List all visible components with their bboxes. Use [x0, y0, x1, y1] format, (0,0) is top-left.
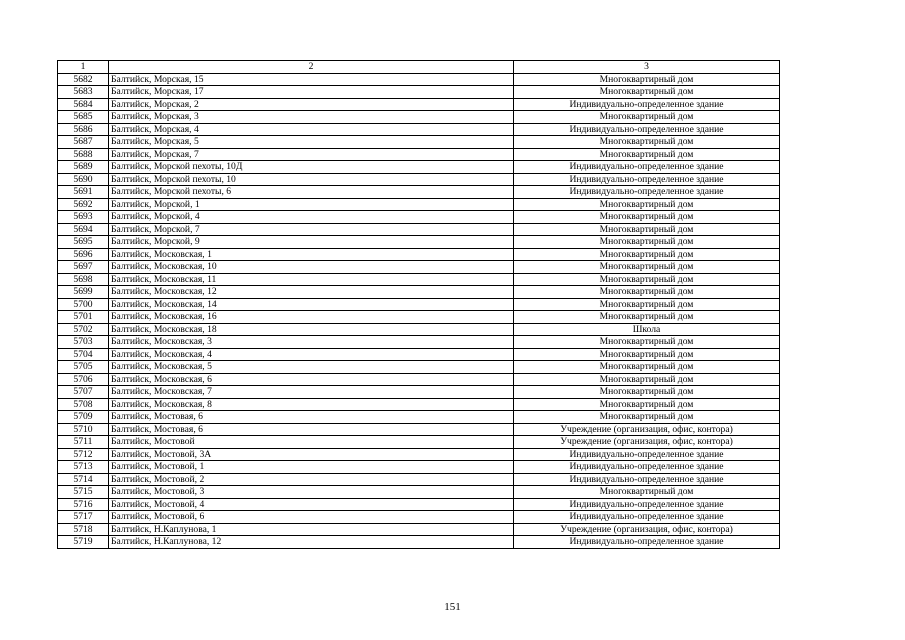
- row-type: Индивидуально-определенное здание: [514, 161, 780, 174]
- row-address: Балтийск, Морская, 7: [109, 148, 514, 161]
- table-row: [58, 273, 780, 286]
- row-number: 5716: [58, 498, 109, 511]
- row-address: Балтийск, Московская, 1: [109, 248, 514, 261]
- row-address: Балтийск, Московская, 18: [109, 323, 514, 336]
- row-type: Многоквартирный дом: [514, 298, 780, 311]
- row-address: Балтийск, Мостовая, 6: [109, 423, 514, 436]
- row-type: Многоквартирный дом: [514, 198, 780, 211]
- row-type: Многоквартирный дом: [514, 311, 780, 324]
- row-number: 5715: [58, 486, 109, 499]
- row-number: 5704: [58, 348, 109, 361]
- row-address: Балтийск, Московская, 6: [109, 373, 514, 386]
- row-number: 5702: [58, 323, 109, 336]
- row-number: 5685: [58, 111, 109, 124]
- row-type: Индивидуально-определенное здание: [514, 536, 780, 549]
- row-address: Балтийск, Морская, 2: [109, 98, 514, 111]
- table-row: [58, 323, 780, 336]
- row-address: Балтийск, Московская, 12: [109, 286, 514, 299]
- row-type: Многоквартирный дом: [514, 348, 780, 361]
- row-number: 5688: [58, 148, 109, 161]
- row-type: Многоквартирный дом: [514, 486, 780, 499]
- row-type: Многоквартирный дом: [514, 236, 780, 249]
- row-address: Балтийск, Мостовой, 4: [109, 498, 514, 511]
- row-type: Индивидуально-определенное здание: [514, 173, 780, 186]
- table-row: [58, 261, 780, 274]
- page-number: 151: [444, 601, 461, 613]
- table-row: [58, 111, 780, 124]
- table-row: [58, 386, 780, 399]
- row-address: Балтийск, Московская, 14: [109, 298, 514, 311]
- row-address: Балтийск, Морской пехоты, 6: [109, 186, 514, 199]
- row-number: 5711: [58, 436, 109, 449]
- row-type: Индивидуально-определенное здание: [514, 498, 780, 511]
- row-address: Балтийск, Морская, 17: [109, 86, 514, 99]
- table-row: [58, 536, 780, 549]
- row-type: Индивидуально-определенное здание: [514, 461, 780, 474]
- row-address: Балтийск, Мостовая, 6: [109, 411, 514, 424]
- table-row: [58, 348, 780, 361]
- row-number: 5719: [58, 536, 109, 549]
- row-number: 5708: [58, 398, 109, 411]
- table-row: [58, 198, 780, 211]
- row-type: Индивидуально-определенное здание: [514, 186, 780, 199]
- table-row: [58, 148, 780, 161]
- table-row: [58, 161, 780, 174]
- row-type: Индивидуально-определенное здание: [514, 123, 780, 136]
- table-row: [58, 136, 780, 149]
- row-number: 5690: [58, 173, 109, 186]
- row-address: Балтийск, Морской пехоты, 10Д: [109, 161, 514, 174]
- row-number: 5697: [58, 261, 109, 274]
- row-number: 5698: [58, 273, 109, 286]
- row-address: Балтийск, Московская, 11: [109, 273, 514, 286]
- row-address: Балтийск, Московская, 8: [109, 398, 514, 411]
- row-number: 5700: [58, 298, 109, 311]
- row-type: Индивидуально-определенное здание: [514, 511, 780, 524]
- row-number: 5703: [58, 336, 109, 349]
- table-header: [58, 61, 780, 74]
- row-number: 5699: [58, 286, 109, 299]
- table-row: [58, 448, 780, 461]
- row-number: 5705: [58, 361, 109, 374]
- table-row: [58, 511, 780, 524]
- table-row: [58, 223, 780, 236]
- row-address: Балтийск, Мостовой, 3А: [109, 448, 514, 461]
- table-row: [58, 73, 780, 86]
- row-type: Многоквартирный дом: [514, 286, 780, 299]
- row-type: Многоквартирный дом: [514, 373, 780, 386]
- row-number: 5694: [58, 223, 109, 236]
- row-address: Балтийск, Московская, 7: [109, 386, 514, 399]
- table-row: [58, 423, 780, 436]
- row-type: Многоквартирный дом: [514, 111, 780, 124]
- row-address: Балтийск, Морская, 5: [109, 136, 514, 149]
- header-col-2: 2: [109, 61, 514, 74]
- row-type: Школа: [514, 323, 780, 336]
- row-address: Балтийск, Мостовой, 2: [109, 473, 514, 486]
- row-address: Балтийск, Морской пехоты, 10: [109, 173, 514, 186]
- table-row: [58, 336, 780, 349]
- row-number: 5686: [58, 123, 109, 136]
- row-address: Балтийск, Мостовой, 3: [109, 486, 514, 499]
- table-body: [58, 73, 780, 548]
- buildings-table: [57, 60, 780, 549]
- table-row: [58, 473, 780, 486]
- row-number: 5713: [58, 461, 109, 474]
- table-row: [58, 211, 780, 224]
- row-address: Балтийск, Московская, 4: [109, 348, 514, 361]
- table-row: [58, 461, 780, 474]
- row-address: Балтийск, Мостовой, 1: [109, 461, 514, 474]
- row-type: Учреждение (организация, офис, контора): [514, 423, 780, 436]
- row-type: Многоквартирный дом: [514, 386, 780, 399]
- row-number: 5696: [58, 248, 109, 261]
- row-number: 5718: [58, 523, 109, 536]
- row-address: Балтийск, Морская, 15: [109, 73, 514, 86]
- row-type: Индивидуально-определенное здание: [514, 98, 780, 111]
- row-type: Многоквартирный дом: [514, 211, 780, 224]
- row-type: Многоквартирный дом: [514, 361, 780, 374]
- row-address: Балтийск, Морской, 4: [109, 211, 514, 224]
- table-row: [58, 236, 780, 249]
- row-type: Многоквартирный дом: [514, 136, 780, 149]
- table-row: [58, 486, 780, 499]
- table-row: [58, 86, 780, 99]
- table-row: [58, 298, 780, 311]
- row-type: Многоквартирный дом: [514, 248, 780, 261]
- row-address: Балтийск, Московская, 5: [109, 361, 514, 374]
- row-number: 5695: [58, 236, 109, 249]
- table-row: [58, 186, 780, 199]
- row-type: Многоквартирный дом: [514, 73, 780, 86]
- table-row: [58, 436, 780, 449]
- row-type: Многоквартирный дом: [514, 336, 780, 349]
- table-row: [58, 411, 780, 424]
- table-row: [58, 373, 780, 386]
- row-type: Индивидуально-определенное здание: [514, 473, 780, 486]
- row-type: Многоквартирный дом: [514, 398, 780, 411]
- table-row: [58, 286, 780, 299]
- table-row: [58, 123, 780, 136]
- row-address: Балтийск, Н.Каплунова, 1: [109, 523, 514, 536]
- row-number: 5683: [58, 86, 109, 99]
- row-type: Многоквартирный дом: [514, 223, 780, 236]
- header-col-1: 1: [58, 61, 109, 74]
- row-number: 5689: [58, 161, 109, 174]
- row-address: Балтийск, Морской, 7: [109, 223, 514, 236]
- row-address: Балтийск, Московская, 16: [109, 311, 514, 324]
- row-type: Многоквартирный дом: [514, 148, 780, 161]
- row-address: Балтийск, Мостовой, 6: [109, 511, 514, 524]
- row-address: Балтийск, Морская, 4: [109, 123, 514, 136]
- table-row: [58, 361, 780, 374]
- table-row: [58, 311, 780, 324]
- row-number: 5692: [58, 198, 109, 211]
- row-number: 5691: [58, 186, 109, 199]
- row-number: 5714: [58, 473, 109, 486]
- row-number: 5687: [58, 136, 109, 149]
- header-row: [58, 61, 780, 74]
- row-address: Балтийск, Морской, 9: [109, 236, 514, 249]
- row-type: Учреждение (организация, офис, контора): [514, 436, 780, 449]
- table-row: [58, 498, 780, 511]
- table-row: [58, 248, 780, 261]
- row-address: Балтийск, Мостовой: [109, 436, 514, 449]
- row-number: 5707: [58, 386, 109, 399]
- row-type: Многоквартирный дом: [514, 261, 780, 274]
- table-row: [58, 523, 780, 536]
- row-number: 5682: [58, 73, 109, 86]
- row-type: Многоквартирный дом: [514, 411, 780, 424]
- header-col-3: 3: [514, 61, 780, 74]
- row-address: Балтийск, Морская, 3: [109, 111, 514, 124]
- row-type: Многоквартирный дом: [514, 273, 780, 286]
- row-number: 5709: [58, 411, 109, 424]
- table-row: [58, 398, 780, 411]
- table-row: [58, 98, 780, 111]
- row-type: Учреждение (организация, офис, контора): [514, 523, 780, 536]
- row-number: 5693: [58, 211, 109, 224]
- row-type: Индивидуально-определенное здание: [514, 448, 780, 461]
- row-address: Балтийск, Морской, 1: [109, 198, 514, 211]
- row-number: 5710: [58, 423, 109, 436]
- row-address: Балтийск, Московская, 3: [109, 336, 514, 349]
- row-number: 5701: [58, 311, 109, 324]
- row-number: 5684: [58, 98, 109, 111]
- row-address: Балтийск, Н.Каплунова, 12: [109, 536, 514, 549]
- row-number: 5712: [58, 448, 109, 461]
- row-type: Многоквартирный дом: [514, 86, 780, 99]
- row-number: 5706: [58, 373, 109, 386]
- row-address: Балтийск, Московская, 10: [109, 261, 514, 274]
- table-row: [58, 173, 780, 186]
- row-number: 5717: [58, 511, 109, 524]
